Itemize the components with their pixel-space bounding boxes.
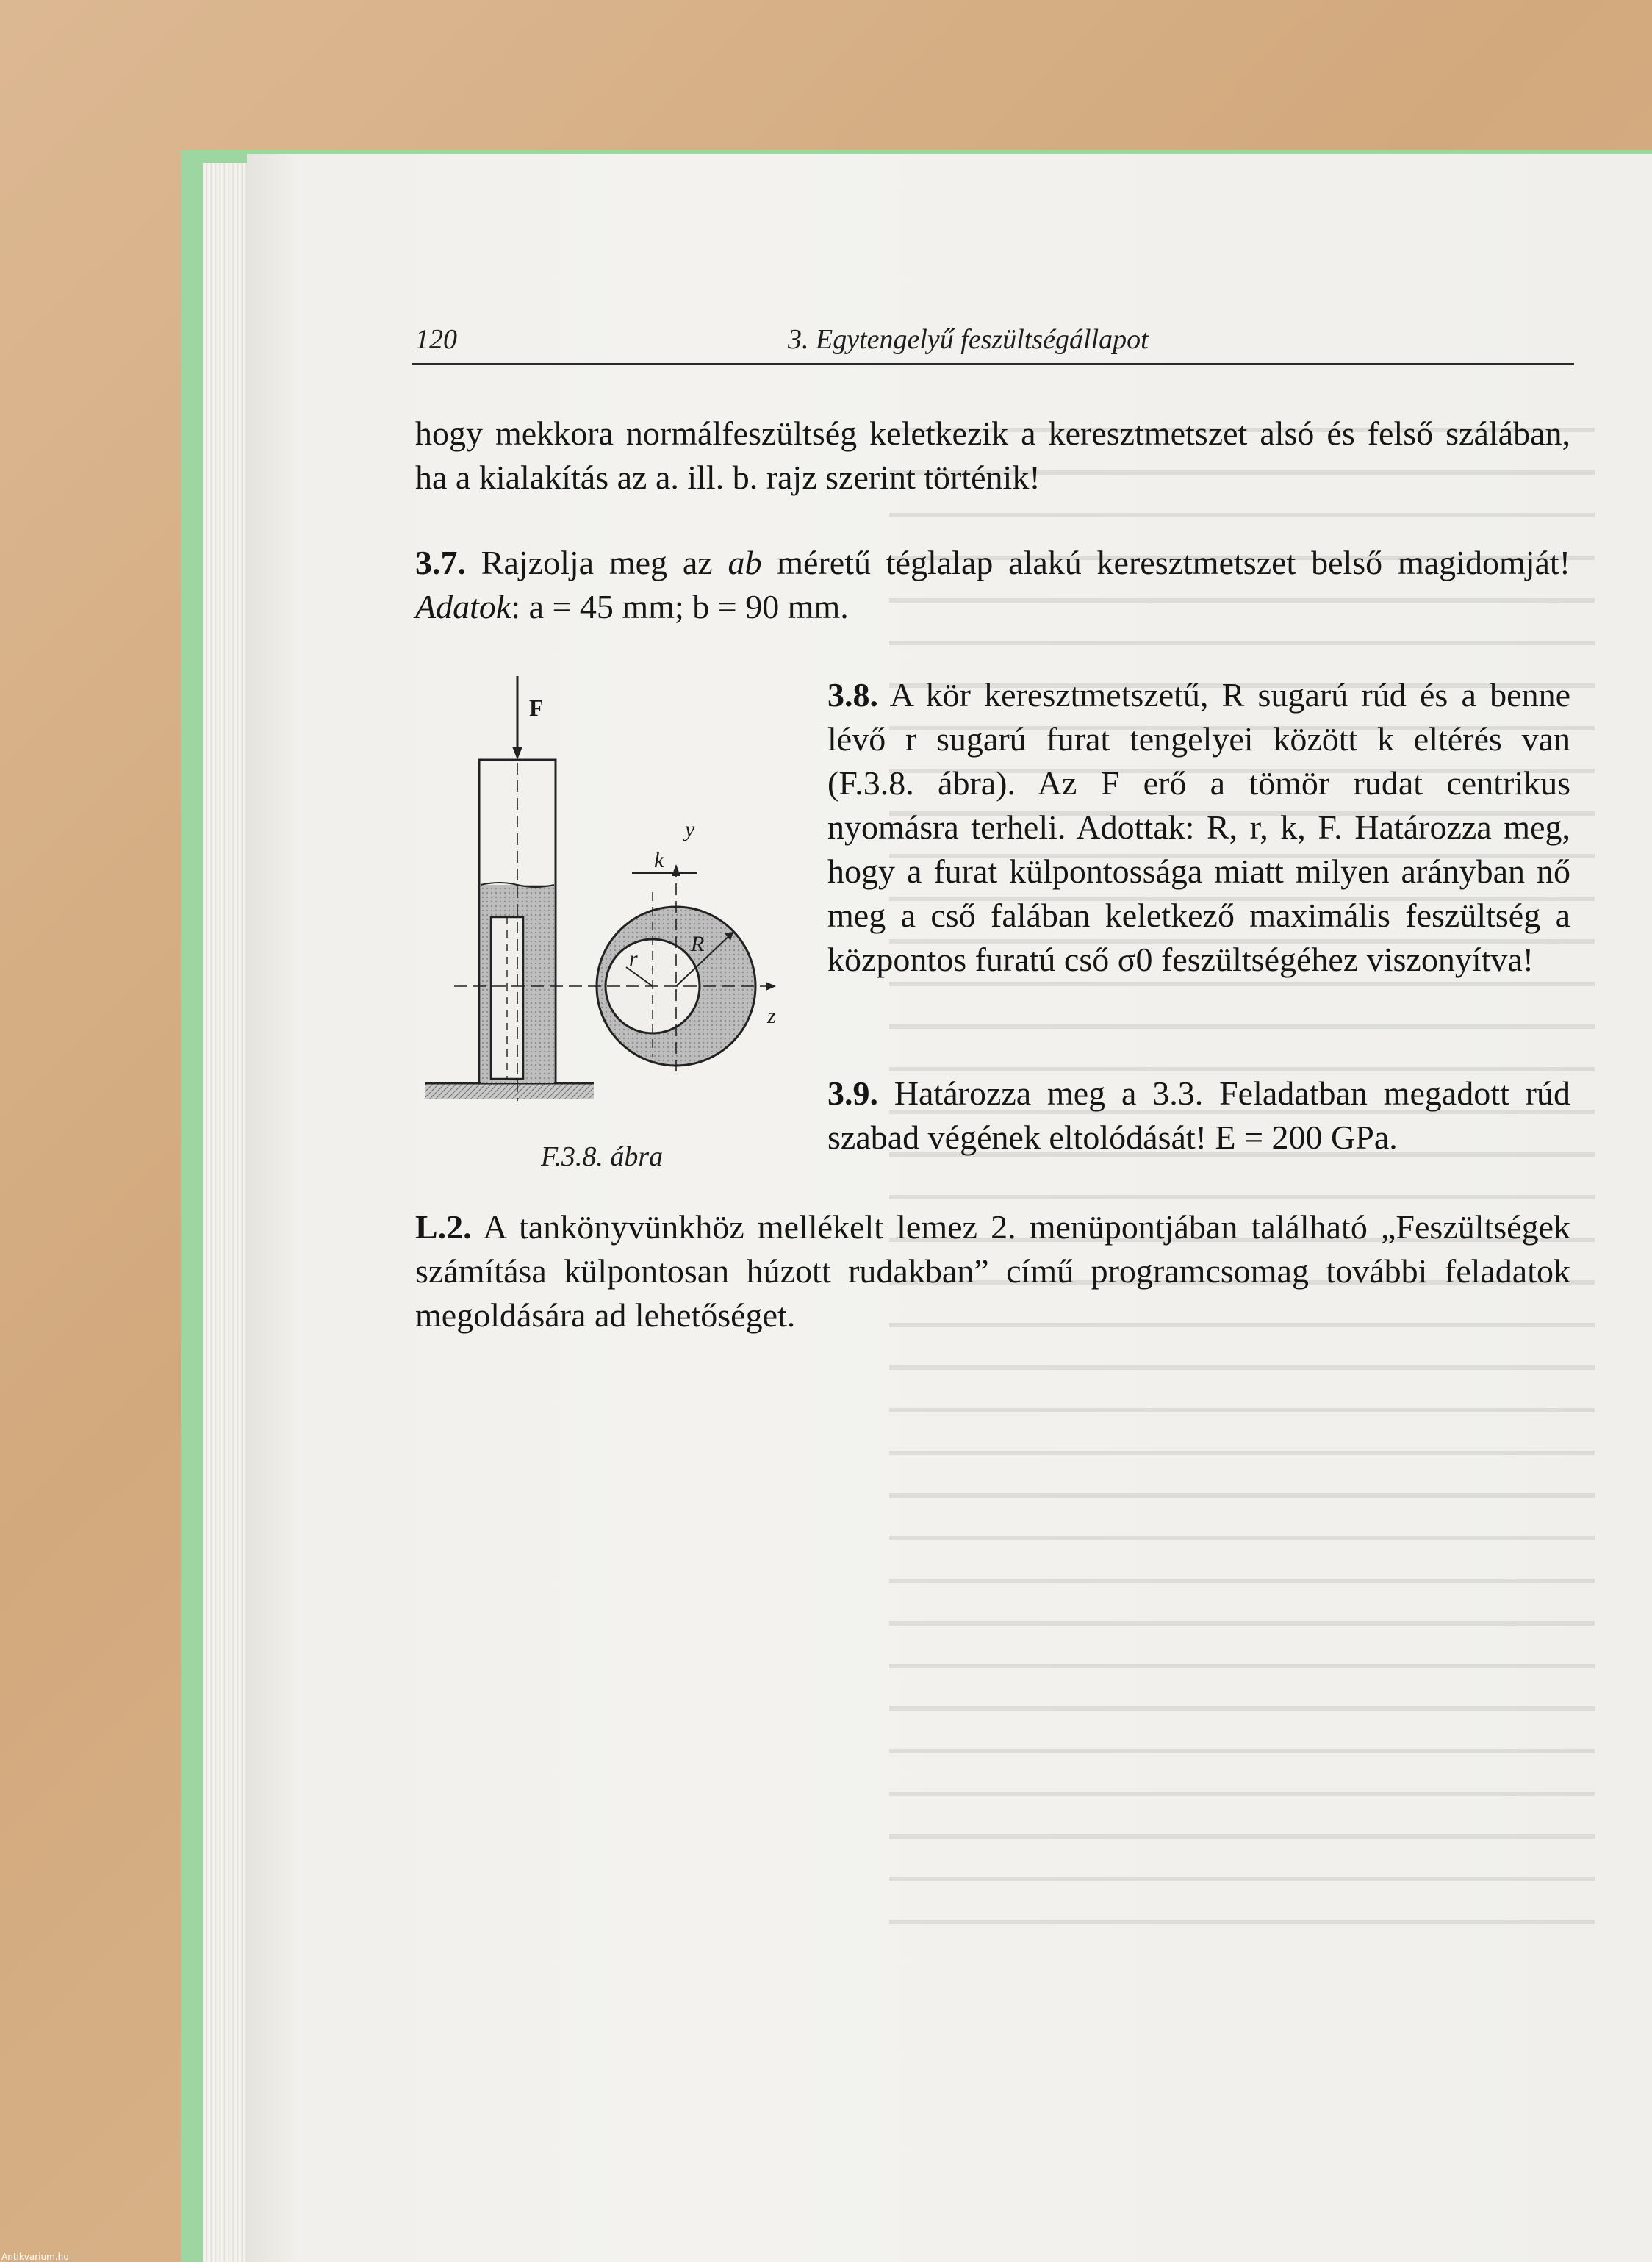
ground-hatch	[425, 1083, 594, 1099]
figure-drawing	[419, 675, 801, 1116]
problem-3-8	[827, 673, 1570, 982]
figure-caption: F.3.8. ábra	[541, 1141, 664, 1172]
label-r: r	[629, 947, 638, 971]
problem-3-7-text-1: Rajzolja meg az	[481, 544, 713, 581]
problem-3-8-number: 3.8.	[827, 676, 878, 714]
problem-3-9-text: Határozza meg a 3.3. Feladatban megadott rúd szabad végének eltolódását! E = 200 GPa.	[827, 1074, 1570, 1156]
figure-f-3-8	[419, 675, 801, 1116]
problem-L2	[415, 1205, 1570, 1338]
para-intro: hogy mekkora normálfeszültség keletkezik a keresztmetszet alsó és felső szálában, ha a kialakítás az a. ill. b. rajz szerint történik!	[415, 414, 1570, 496]
problem-L2-number: L.2.	[415, 1208, 472, 1246]
label-R: R	[691, 932, 705, 956]
problem-3-7-data: : a = 45 mm; b = 90 mm.	[511, 588, 849, 625]
label-k: k	[654, 848, 664, 872]
problem-3-7-adatok: Adatok	[415, 588, 511, 625]
watermark-credit: Antikvarium.hu	[1, 2252, 69, 2262]
chapter-title: 3. Egytengelyű feszültségállapot	[788, 324, 1149, 355]
y-axis-arrow	[672, 864, 680, 876]
problem-3-8-text: A kör keresztmetszetű, R sugarú rúd és a benne lévő r sugarú furat tengelyei között k eltérés van (F.3.8. ábra). Az F erő a tömör rudat centrikus nyomásra terheli. Adottak: R, r, k, F. Határozza meg, hogy a furat külpontossága miatt milyen arányban nő meg a cső falában keletkező maximális feszültség a központos furatú cső σ0 feszültségéhez viszonyítva!	[827, 676, 1571, 978]
problem-3-9-number: 3.9.	[827, 1074, 878, 1112]
page-number: 120	[415, 324, 457, 355]
label-F: F	[529, 694, 544, 721]
problem-3-7-text-2: méretű téglalap alakú keresztmetszet belső magidomját!	[777, 544, 1571, 581]
problem-3-9	[827, 1071, 1570, 1160]
force-arrow-head	[512, 747, 522, 760]
header-rule	[412, 363, 1574, 365]
problem-3-7-number: 3.7.	[415, 544, 466, 581]
label-z: z	[767, 1004, 776, 1028]
problem-L2-text: A tankönyvünkhöz mellékelt lemez 2. menüpontjában található „Feszültségek számítása külpontosan húzott rudakban” című programcsomag további feladatok megoldására ad lehetőséget.	[415, 1208, 1570, 1334]
show-through-text	[889, 412, 1595, 1955]
label-y: y	[685, 817, 695, 841]
z-axis-arrow	[766, 982, 776, 991]
problem-3-7-ab: ab	[728, 544, 762, 581]
problem-3-7	[415, 541, 1570, 629]
